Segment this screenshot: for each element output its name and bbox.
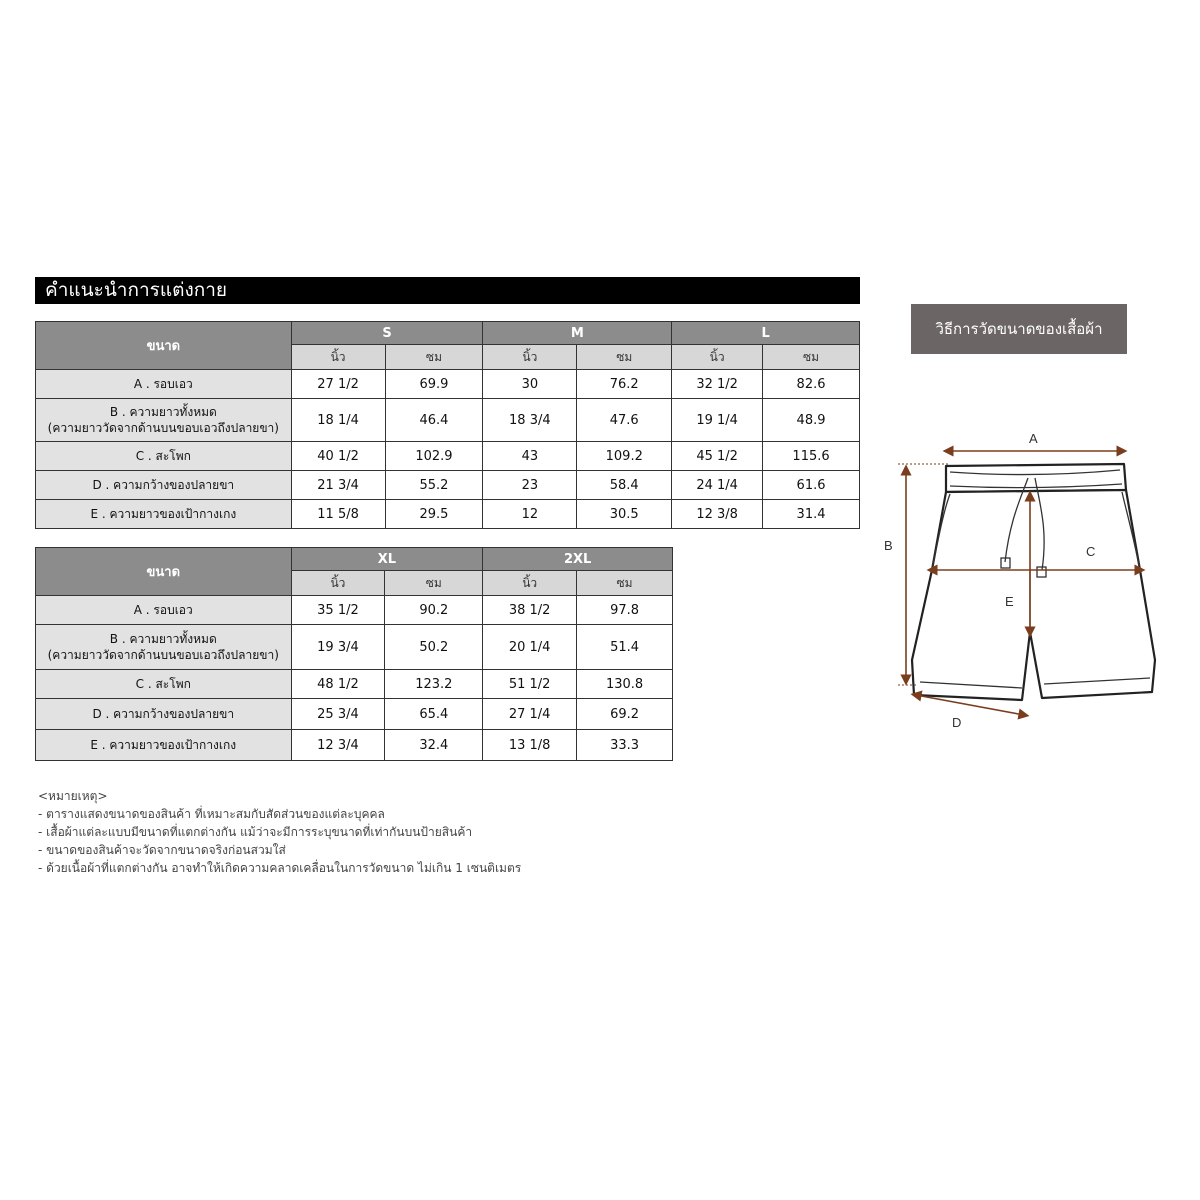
note-line: - ขนาดของสินค้าจะวัดจากขนาดจริงก่อนสวมใส่ xyxy=(38,843,286,857)
row-label xyxy=(36,399,292,442)
note-line: - เสื้อผ้าแต่ละแบบมีขนาดที่แตกต่างกัน แม้ว่าจะมีการระบุขนาดที่เท่ากันบนป้ายสินค้า xyxy=(38,825,473,839)
note-line: - ตารางแสดงขนาดของสินค้า ที่เหมาะสมกับสัดส่วนของแต่ละบุคคล xyxy=(38,807,385,821)
row-label: D . ความกว้างของปลายขา xyxy=(36,699,292,730)
table-cell: 24 1/4 xyxy=(672,471,763,500)
page-title: คำแนะนำการแต่งกาย xyxy=(35,277,860,304)
table-cell: 33.3 xyxy=(577,730,673,761)
row-label: C . สะโพก xyxy=(36,442,292,471)
unit-cm: ซม xyxy=(577,345,672,370)
table-cell: 31.4 xyxy=(763,500,860,529)
table-cell: 38 1/2 xyxy=(483,596,577,625)
size-table-s-m-l xyxy=(35,321,860,529)
table-cell: 46.4 xyxy=(385,399,483,442)
table-row xyxy=(36,442,860,471)
table-cell: 13 1/8 xyxy=(483,730,577,761)
label-c: C xyxy=(1086,544,1096,559)
shorts-measurement-diagram xyxy=(870,420,1170,740)
table-cell: 65.4 xyxy=(385,699,483,730)
notes-heading: <หมายเหตุ> xyxy=(38,789,108,803)
size-header: ขนาด xyxy=(36,322,292,370)
table-cell: 69.9 xyxy=(385,370,483,399)
row-label-line1: B . ความยาวทั้งหมด xyxy=(109,632,217,646)
row-label-line2: (ความยาววัดจากด้านบนขอบเอวถึงปลายขา) xyxy=(47,421,279,435)
table-cell: 51.4 xyxy=(577,625,673,670)
table-cell: 18 1/4 xyxy=(291,399,385,442)
unit-inch: นิ้ว xyxy=(291,571,385,596)
table-cell: 11 5/8 xyxy=(291,500,385,529)
table-cell: 19 1/4 xyxy=(672,399,763,442)
table-row xyxy=(36,596,673,625)
table-cell: 40 1/2 xyxy=(291,442,385,471)
table-cell: 32.4 xyxy=(385,730,483,761)
note-line: - ด้วยเนื้อผ้าที่แตกต่างกัน อาจทำให้เกิดความคลาดเคลื่อนในการวัดขนาด ไม่เกิน 1 เซนติเมตร xyxy=(38,861,522,875)
unit-cm: ซม xyxy=(577,571,673,596)
table-cell: 69.2 xyxy=(577,699,673,730)
table-row xyxy=(36,625,673,670)
size-s-header: S xyxy=(291,322,483,345)
table-row xyxy=(36,370,860,399)
table-cell: 90.2 xyxy=(385,596,483,625)
table-row xyxy=(36,670,673,699)
table-cell: 115.6 xyxy=(763,442,860,471)
unit-cm: ซม xyxy=(385,345,483,370)
table-cell: 18 3/4 xyxy=(483,399,577,442)
table-cell: 35 1/2 xyxy=(291,596,385,625)
unit-inch: นิ้ว xyxy=(672,345,763,370)
table-cell: 19 3/4 xyxy=(291,625,385,670)
table-cell: 130.8 xyxy=(577,670,673,699)
row-label: A . รอบเอว xyxy=(36,596,292,625)
size-l-header: L xyxy=(672,322,860,345)
table-cell: 27 1/4 xyxy=(483,699,577,730)
notes xyxy=(38,787,521,877)
table-row xyxy=(36,699,673,730)
table-row xyxy=(36,399,860,442)
size-xl-header: XL xyxy=(291,548,483,571)
row-label: E . ความยาวของเป้ากางเกง xyxy=(36,500,292,529)
table-cell: 102.9 xyxy=(385,442,483,471)
table-row xyxy=(36,500,860,529)
table-cell: 55.2 xyxy=(385,471,483,500)
size-m-header: M xyxy=(483,322,672,345)
size-table-xl-2xl xyxy=(35,547,673,761)
unit-inch: นิ้ว xyxy=(483,345,577,370)
row-label-line2: (ความยาววัดจากด้านบนขอบเอวถึงปลายขา) xyxy=(47,648,279,662)
table-cell: 23 xyxy=(483,471,577,500)
unit-cm: ซม xyxy=(385,571,483,596)
table-cell: 30.5 xyxy=(577,500,672,529)
how-to-measure-button[interactable]: วิธีการวัดขนาดของเสื้อผ้า xyxy=(911,304,1127,354)
table-cell: 32 1/2 xyxy=(672,370,763,399)
row-label xyxy=(36,625,292,670)
table-row xyxy=(36,471,860,500)
row-label: D . ความกว้างของปลายขา xyxy=(36,471,292,500)
label-d: D xyxy=(952,715,962,730)
table-cell: 27 1/2 xyxy=(291,370,385,399)
table-cell: 58.4 xyxy=(577,471,672,500)
table-cell: 21 3/4 xyxy=(291,471,385,500)
label-e: E xyxy=(1005,594,1014,609)
table-row xyxy=(36,730,673,761)
table-cell: 30 xyxy=(483,370,577,399)
table-cell: 61.6 xyxy=(763,471,860,500)
label-b: B xyxy=(884,538,893,553)
table-cell: 97.8 xyxy=(577,596,673,625)
unit-cm: ซม xyxy=(763,345,860,370)
row-label: C . สะโพก xyxy=(36,670,292,699)
row-label: E . ความยาวของเป้ากางเกง xyxy=(36,730,292,761)
table-cell: 123.2 xyxy=(385,670,483,699)
table-cell: 48.9 xyxy=(763,399,860,442)
unit-inch: นิ้ว xyxy=(483,571,577,596)
table-cell: 48 1/2 xyxy=(291,670,385,699)
size-2xl-header: 2XL xyxy=(483,548,673,571)
size-header: ขนาด xyxy=(36,548,292,596)
table-cell: 12 xyxy=(483,500,577,529)
table-cell: 20 1/4 xyxy=(483,625,577,670)
table-cell: 109.2 xyxy=(577,442,672,471)
table-cell: 47.6 xyxy=(577,399,672,442)
table-cell: 12 3/8 xyxy=(672,500,763,529)
table-cell: 12 3/4 xyxy=(291,730,385,761)
table-cell: 76.2 xyxy=(577,370,672,399)
table-cell: 82.6 xyxy=(763,370,860,399)
row-label: A . รอบเอว xyxy=(36,370,292,399)
table-cell: 25 3/4 xyxy=(291,699,385,730)
row-label-line1: B . ความยาวทั้งหมด xyxy=(109,405,217,419)
table-cell: 29.5 xyxy=(385,500,483,529)
label-a: A xyxy=(1029,431,1038,446)
table-cell: 50.2 xyxy=(385,625,483,670)
table-cell: 51 1/2 xyxy=(483,670,577,699)
unit-inch: นิ้ว xyxy=(291,345,385,370)
table-cell: 43 xyxy=(483,442,577,471)
table-cell: 45 1/2 xyxy=(672,442,763,471)
